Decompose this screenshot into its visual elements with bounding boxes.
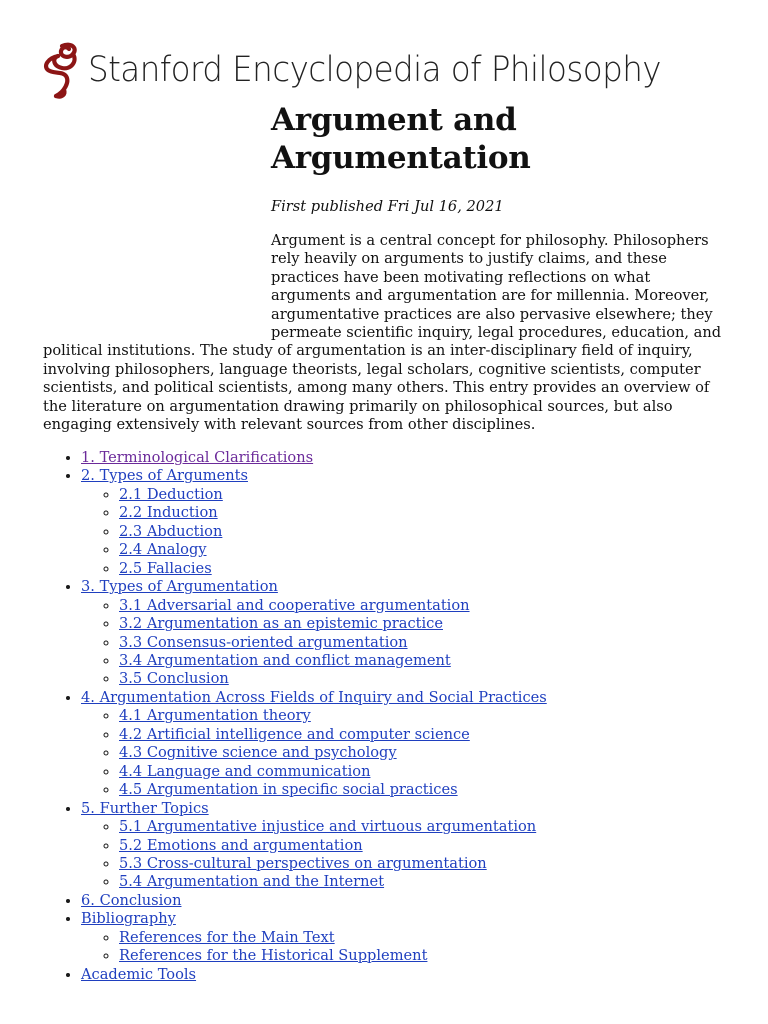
layout-spacer (43, 232, 271, 342)
toc-sublink[interactable]: 3.5 Conclusion (119, 670, 229, 688)
toc-subitem (119, 504, 743, 522)
toc-item (81, 966, 743, 984)
toc-link[interactable]: 2. Types of Arguments (81, 467, 248, 485)
toc-subitem (119, 873, 743, 891)
toc-sublink[interactable]: 5.3 Cross-cultural perspectives on argumentation (119, 854, 487, 872)
toc-sublink[interactable]: 2.4 Analogy (119, 541, 207, 559)
toc-subitem (119, 837, 743, 855)
toc-link[interactable]: 4. Argumentation Across Fields of Inquiry and Social Practices (81, 688, 547, 706)
toc-sublink[interactable]: 4.2 Artificial intelligence and computer science (119, 725, 470, 743)
toc-link[interactable]: 5. Further Topics (81, 799, 209, 817)
toc-sublist (81, 486, 743, 578)
sep-logo-icon[interactable] (40, 40, 84, 100)
toc-sublink[interactable]: 3.4 Argumentation and conflict management (119, 651, 451, 669)
toc-sublink[interactable]: References for the Historical Supplement (119, 947, 428, 965)
toc-item (81, 578, 743, 689)
toc-link[interactable]: 6. Conclusion (81, 891, 182, 909)
toc-subitem (119, 855, 743, 873)
toc-subitem (119, 597, 743, 615)
preamble-text: Argument is a central concept for philosophy. Philosophers rely heavily on arguments to justify claims, and these practices have been motivating reflections on what arguments and argumentation are for millennia. Moreover, argumentative practices are also pervasive elsewhere; they permeate scientific inquiry, legal procedures, education, and political institutions. The study of argumentation is an inter-disciplinary field of inquiry, involving philosophers, language theorists, legal scholars, cognitive scientists, computer scientists, and political scientists, among many others. This entry provides an overview of the literature on argumentation drawing primarily on philosophical sources, but also engaging extensively with relevant sources from other disciplines. (43, 232, 722, 434)
toc-sublink[interactable]: 2.1 Deduction (119, 485, 223, 503)
toc-item (81, 689, 743, 800)
toc-sublink[interactable]: 4.5 Argumentation in specific social practices (119, 781, 458, 799)
toc-link[interactable]: 3. Types of Argumentation (81, 578, 278, 596)
table-of-contents (43, 449, 743, 984)
toc-sublink[interactable]: 5.2 Emotions and argumentation (119, 836, 363, 854)
toc-sublink[interactable]: 3.2 Argumentation as an epistemic practice (119, 615, 443, 633)
toc-sublink[interactable]: 2.3 Abduction (119, 522, 223, 540)
toc-sublist (81, 818, 743, 892)
toc-sublist (81, 597, 743, 689)
site-title[interactable]: Stanford Encyclopedia of Philosophy (88, 50, 661, 90)
toc-link[interactable]: Academic Tools (81, 965, 197, 983)
toc-link[interactable]: Bibliography (81, 910, 176, 928)
toc-item (81, 892, 743, 910)
toc-subitem (119, 486, 743, 504)
preamble (43, 232, 733, 434)
publication-info: First published Fri Jul 16, 2021 (271, 198, 504, 215)
toc-sublink[interactable]: 3.1 Adversarial and cooperative argumentation (119, 596, 470, 614)
toc-sublink[interactable]: 2.5 Fallacies (119, 559, 212, 577)
toc-subitem (119, 541, 743, 559)
toc-subitem (119, 744, 743, 762)
site-header (40, 38, 704, 102)
toc-sublink[interactable]: 3.3 Consensus-oriented argumentation (119, 633, 408, 651)
toc-subitem (119, 634, 743, 652)
toc-subitem (119, 652, 743, 670)
toc-sublist (81, 707, 743, 799)
toc-subitem (119, 763, 743, 781)
toc-sublink[interactable]: 4.1 Argumentation theory (119, 707, 311, 725)
toc-subitem (119, 947, 743, 965)
toc-subitem (119, 707, 743, 725)
toc-sublink[interactable]: 5.1 Argumentative injustice and virtuous argumentation (119, 818, 537, 836)
toc-sublink[interactable]: 2.2 Induction (119, 504, 218, 522)
toc-subitem (119, 560, 743, 578)
toc-subitem (119, 523, 743, 541)
toc-subitem (119, 615, 743, 633)
article-title: Argument and Argumentation (271, 102, 531, 176)
toc-subitem (119, 781, 743, 799)
toc-subitem (119, 726, 743, 744)
toc-sublink[interactable]: 5.4 Argumentation and the Internet (119, 873, 385, 891)
toc-item (81, 910, 743, 965)
toc-item (81, 449, 743, 467)
toc-sublink[interactable]: References for the Main Text (119, 928, 335, 946)
toc-item (81, 800, 743, 892)
toc-item (81, 467, 743, 578)
toc-subitem (119, 818, 743, 836)
toc-link[interactable]: 1. Terminological Clarifications (81, 449, 314, 466)
toc-sublist (81, 929, 743, 966)
toc-sublink[interactable]: 4.4 Language and communication (119, 762, 371, 780)
toc-list (43, 449, 743, 984)
toc-subitem (119, 670, 743, 688)
toc-sublink[interactable]: 4.3 Cognitive science and psychology (119, 744, 397, 762)
toc-subitem (119, 929, 743, 947)
